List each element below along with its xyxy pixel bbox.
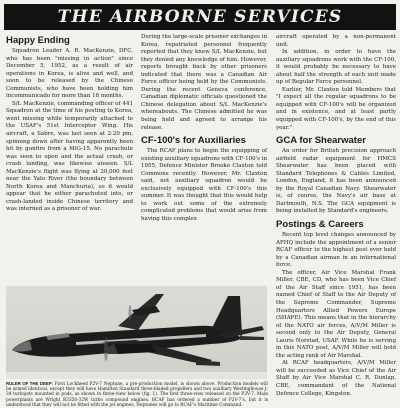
section-title: THE AIRBORNE SERVICES bbox=[57, 7, 343, 27]
article-paragraph: Recent top level changes announced by AFHQ include the appointment of a senior RCAF officer to the highest post ever held by a Canadian airman in an international force. bbox=[276, 232, 396, 269]
article-paragraph: During the large-scale prisoner exchanges in Korea, repatriated personnel frequently reported that they knew S/L MacKenzie, but they denied any knowledge of him. However, reports brought back by other prisoners indicated that there was a Canadian Air Force officer being held by the Communists. During the recent Geneva conference, Canadian diplomatic officials questioned the Chinese delegation about S/L MacKenzie's whereabouts. The Chinese admitted he was being held and agreed to arrange his release. bbox=[141, 34, 267, 131]
article-paragraph: Earlier, Mr. Claxton told Members that "I expect all the regular squadrons to be equipped with CF-100's will be organized and in existence, and at least partly equipped with CF-100's, by the end of this year." bbox=[276, 86, 396, 131]
column-2 bbox=[141, 34, 267, 285]
neptune-aircraft-image bbox=[6, 286, 267, 379]
article-paragraph: S/L MacKenzie, commanding officer of 441 Squadron at the time of his posting to Korea, went missing while temporarily attached to the USAF's 51st Interceptor Wing. His aircraft, a Sabre, was last seen at 2:20 pm, spinning down after having apparently been hit by gunfire from a MiG-15. No parachute was seen to open and the actual crash, or crash landing, was likewise unseen. S/L MacKenzie's flight was flying at 20,000 feet near the Yalu River (the boundary between North Korea and Manchuria), so it would appear that he either parachuted into, or crash-landed inside Chinese territory and was interned as a prisoner of war. bbox=[6, 100, 133, 213]
heading-cf100-auxiliaries: CF-100's for Auxiliaries bbox=[141, 135, 246, 147]
article-paragraph: aircraft operated by a non-permanent unit. bbox=[276, 34, 396, 48]
article-paragraph: At RCAF headquarters, A/V/M Miller will be succeeded as Vice Chief of the Air Staff by Air Vice Marshal C. R. Dunlap, CBE, commandant of the National Defence College, Kingston. bbox=[276, 360, 396, 397]
section-masthead bbox=[4, 4, 396, 30]
heading-postings-careers: Postings & Careers bbox=[276, 219, 364, 231]
heading-gca-shearwater: GCA for Shearwater bbox=[276, 135, 366, 147]
caption-text: First Lockheed P2V-7 Neptune, a pre-production model, is shown above. Production models will be armed identical, except they will have Hamilton Standard three-bladed propellers and two auxiliary Westinghouse J-34 turbojets mounted in pods, as shown in three-view below (fig. 1). The first three-view released on the P2V-7. Main powerplants are Wright R3350-32W turbo compound engines. RCAF has ordered a number of P2V-7's, but it is understood that they will not be fitted with the jet engines. Neptunes will go to RCAF's Maritime Command. bbox=[6, 382, 268, 408]
column-3 bbox=[276, 34, 396, 396]
aircraft-photo bbox=[6, 286, 267, 379]
column-1 bbox=[6, 34, 133, 285]
photo-caption bbox=[6, 381, 268, 408]
caption-title: RULER OF THE DEEP: bbox=[6, 381, 54, 386]
article-paragraph: Squadron Leader A. R. MacKenzie, DFC, who has been "missing in action" since December 5, 1952, as a result of air operations in Korea, is alive and well, and soon to be released by the Chinese Communists, who have been holding him incommunicado for more than 18 months. bbox=[6, 48, 133, 100]
article-paragraph: The officer, Air Vice Marshal Frank Miller, CBE, CD, who has been Vice Chief of the Air Staff since 1951, has been named Chief of Staff to the Air Deputy of the Supreme Commander, Supreme Headquarters Allied Powers Europe (SHAPE). This means that in the hierarchy of the NATO air forces, A/V/M Miller is second only to the Air Deputy, General Lauris Norstad, USAF. While he is serving in this NATO post, A/V/M Miller will hold the acting rank of Air Marshal. bbox=[276, 269, 396, 359]
article-paragraph: In addition, in order to have the auxiliary squadrons work with the CF-100, it would probably be necessary to have about half the strength of each unit made up of Regular Force personnel. bbox=[276, 49, 396, 86]
article-paragraph: The RCAF plans to begin the equipping of existing auxiliary squadrons with CF-100's in 1955, Defence Minister Brooke Claxton told Commons recently. However, Mr. Claxton said, not auxiliary squadron would be exclusively equipped with CF-100's this summer. It was thought that this would help to work out some of the extremely complicated problems that would arise from having this complex bbox=[141, 148, 267, 223]
article-paragraph: An order for British precision approach airfield radar equipment for HMCS Shearwater has been placed with Standard Telephones & Cables Limited, London, England, it has been announced by the Royal Canadian Navy. Shearwater is, of course, the Navy's air base at Dartmouth, N.S. The GCA equipment is being installed by Standard's engineers. bbox=[276, 148, 396, 215]
heading-happy-ending: Happy Ending bbox=[6, 35, 70, 46]
